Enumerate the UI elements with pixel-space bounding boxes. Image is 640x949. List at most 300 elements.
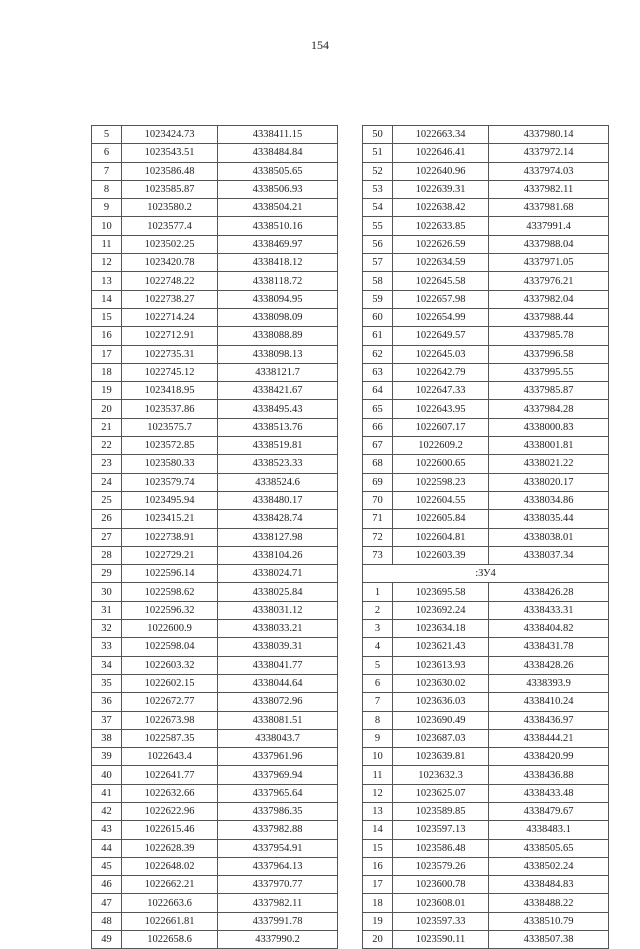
table-row (92, 144, 338, 162)
table-row (363, 254, 609, 272)
point-number-cell: 22 (92, 437, 122, 455)
x-coordinate-cell: 1023537.86 (122, 400, 218, 418)
point-number-cell: 1 (363, 583, 393, 601)
point-number-cell: 7 (92, 162, 122, 180)
point-number-cell: 2 (363, 601, 393, 619)
point-number-cell: 49 (92, 931, 122, 949)
point-number-cell: 26 (92, 510, 122, 528)
x-coordinate-cell: 1023580.2 (122, 199, 218, 217)
x-coordinate-cell: 1022658.6 (122, 931, 218, 949)
x-coordinate-cell: 1022643.95 (393, 400, 489, 418)
y-coordinate-cell: 4338035.44 (489, 510, 609, 528)
y-coordinate-cell: 4338001.81 (489, 437, 609, 455)
table-row (92, 272, 338, 290)
point-number-cell: 47 (92, 894, 122, 912)
y-coordinate-cell: 4337991.4 (489, 217, 609, 235)
point-number-cell: 5 (363, 656, 393, 674)
coordinates-table-left (91, 125, 338, 949)
table-row (363, 345, 609, 363)
table-row (92, 693, 338, 711)
point-number-cell: 58 (363, 272, 393, 290)
point-number-cell: 24 (92, 473, 122, 491)
y-coordinate-cell: 4338433.48 (489, 784, 609, 802)
table-row (92, 491, 338, 509)
table-row (92, 254, 338, 272)
point-number-cell: 37 (92, 711, 122, 729)
y-coordinate-cell: 4338121.7 (218, 363, 338, 381)
table-row (363, 144, 609, 162)
point-number-cell: 73 (363, 546, 393, 564)
x-coordinate-cell: 1023625.07 (393, 784, 489, 802)
y-coordinate-cell: 4338420.99 (489, 748, 609, 766)
point-number-cell: 13 (92, 272, 122, 290)
y-coordinate-cell: 4338436.88 (489, 766, 609, 784)
x-coordinate-cell: 1022657.98 (393, 290, 489, 308)
y-coordinate-cell: 4338519.81 (218, 437, 338, 455)
y-coordinate-cell: 4337982.11 (218, 894, 338, 912)
x-coordinate-cell: 1023577.4 (122, 217, 218, 235)
y-coordinate-cell: 4338094.95 (218, 290, 338, 308)
table-row (363, 711, 609, 729)
table-row (92, 217, 338, 235)
point-number-cell: 72 (363, 528, 393, 546)
y-coordinate-cell: 4338041.77 (218, 656, 338, 674)
x-coordinate-cell: 1023692.24 (393, 601, 489, 619)
y-coordinate-cell: 4338104.26 (218, 546, 338, 564)
y-coordinate-cell: 4337974.03 (489, 162, 609, 180)
page-number: 154 (311, 38, 329, 52)
x-coordinate-cell: 1022634.59 (393, 254, 489, 272)
point-number-cell: 15 (92, 308, 122, 326)
y-coordinate-cell: 4338431.78 (489, 638, 609, 656)
table-row (363, 601, 609, 619)
table-row (92, 729, 338, 747)
y-coordinate-cell: 4337982.88 (218, 821, 338, 839)
x-coordinate-cell: 1023590.11 (393, 931, 489, 949)
point-number-cell: 16 (92, 327, 122, 345)
table-row (92, 876, 338, 894)
table-row (363, 528, 609, 546)
y-coordinate-cell: 4338410.24 (489, 693, 609, 711)
table-row (92, 638, 338, 656)
table-row (92, 363, 338, 381)
table-row (92, 199, 338, 217)
point-number-cell: 12 (92, 254, 122, 272)
x-coordinate-cell: 1022603.32 (122, 656, 218, 674)
table-row (363, 473, 609, 491)
point-number-cell: 67 (363, 437, 393, 455)
point-number-cell: 8 (363, 711, 393, 729)
point-number-cell: 18 (92, 363, 122, 381)
table-row (92, 674, 338, 692)
table-row (92, 839, 338, 857)
x-coordinate-cell: 1023636.03 (393, 693, 489, 711)
y-coordinate-cell: 4337984.28 (489, 400, 609, 418)
point-number-cell: 35 (92, 674, 122, 692)
table-row (92, 126, 338, 144)
y-coordinate-cell: 4338524.6 (218, 473, 338, 491)
point-number-cell: 14 (363, 821, 393, 839)
y-coordinate-cell: 4338480.17 (218, 491, 338, 509)
x-coordinate-cell: 1022604.55 (393, 491, 489, 509)
table-row (92, 784, 338, 802)
x-coordinate-cell: 1022604.81 (393, 528, 489, 546)
table-row (92, 400, 338, 418)
table-row (92, 290, 338, 308)
x-coordinate-cell: 1022600.9 (122, 620, 218, 638)
point-number-cell: 20 (92, 400, 122, 418)
y-coordinate-cell: 4338127.98 (218, 528, 338, 546)
table-row (92, 894, 338, 912)
y-coordinate-cell: 4337976.21 (489, 272, 609, 290)
y-coordinate-cell: 4338488.22 (489, 894, 609, 912)
point-number-cell: 20 (363, 931, 393, 949)
table-row (363, 766, 609, 784)
point-number-cell: 10 (363, 748, 393, 766)
x-coordinate-cell: 1023495.94 (122, 491, 218, 509)
x-coordinate-cell: 1022598.04 (122, 638, 218, 656)
x-coordinate-cell: 1023695.58 (393, 583, 489, 601)
coordinates-table-right (362, 125, 609, 949)
y-coordinate-cell: 4337988.44 (489, 308, 609, 326)
table-row (363, 620, 609, 638)
y-coordinate-cell: 4337991.78 (218, 912, 338, 930)
y-coordinate-cell: 4338118.72 (218, 272, 338, 290)
y-coordinate-cell: 4338000.83 (489, 418, 609, 436)
x-coordinate-cell: 1023424.73 (122, 126, 218, 144)
x-coordinate-cell: 1023586.48 (393, 839, 489, 857)
y-coordinate-cell: 4338098.09 (218, 308, 338, 326)
x-coordinate-cell: 1023580.33 (122, 455, 218, 473)
y-coordinate-cell: 4338038.01 (489, 528, 609, 546)
table-row (92, 766, 338, 784)
table-row (92, 510, 338, 528)
x-coordinate-cell: 1022648.02 (122, 857, 218, 875)
point-number-cell: 30 (92, 583, 122, 601)
y-coordinate-cell: 4338444.21 (489, 729, 609, 747)
x-coordinate-cell: 1023600.78 (393, 876, 489, 894)
y-coordinate-cell: 4338024.71 (218, 565, 338, 583)
x-coordinate-cell: 1022632.66 (122, 784, 218, 802)
section-label: :ЗУ4 (363, 565, 609, 583)
table-row (92, 473, 338, 491)
y-coordinate-cell: 4338433.31 (489, 601, 609, 619)
y-coordinate-cell: 4337985.87 (489, 382, 609, 400)
table-row (363, 674, 609, 692)
x-coordinate-cell: 1022729.21 (122, 546, 218, 564)
x-coordinate-cell: 1023589.85 (393, 802, 489, 820)
y-coordinate-cell: 4338510.16 (218, 217, 338, 235)
table-row (92, 748, 338, 766)
y-coordinate-cell: 4338428.74 (218, 510, 338, 528)
table-row (363, 638, 609, 656)
point-number-cell: 43 (92, 821, 122, 839)
point-number-cell: 62 (363, 345, 393, 363)
point-number-cell: 59 (363, 290, 393, 308)
table-row (363, 180, 609, 198)
point-number-cell: 52 (363, 162, 393, 180)
section-header-row (363, 565, 609, 583)
y-coordinate-cell: 4338506.93 (218, 180, 338, 198)
point-number-cell: 7 (363, 693, 393, 711)
x-coordinate-cell: 1022645.03 (393, 345, 489, 363)
table-row (363, 400, 609, 418)
y-coordinate-cell: 4337982.04 (489, 290, 609, 308)
table-row (363, 510, 609, 528)
table-row (363, 290, 609, 308)
x-coordinate-cell: 1022661.81 (122, 912, 218, 930)
y-coordinate-cell: 4337964.13 (218, 857, 338, 875)
point-number-cell: 38 (92, 729, 122, 747)
point-number-cell: 19 (363, 912, 393, 930)
table-row (363, 839, 609, 857)
x-coordinate-cell: 1023630.02 (393, 674, 489, 692)
table-row (363, 894, 609, 912)
point-number-cell: 51 (363, 144, 393, 162)
point-number-cell: 63 (363, 363, 393, 381)
y-coordinate-cell: 4338411.15 (218, 126, 338, 144)
y-coordinate-cell: 4338469.97 (218, 235, 338, 253)
table-row (92, 620, 338, 638)
table-row (92, 601, 338, 619)
point-number-cell: 42 (92, 802, 122, 820)
y-coordinate-cell: 4337969.94 (218, 766, 338, 784)
table-row (363, 162, 609, 180)
point-number-cell: 45 (92, 857, 122, 875)
x-coordinate-cell: 1022712.91 (122, 327, 218, 345)
y-coordinate-cell: 4337954.91 (218, 839, 338, 857)
y-coordinate-cell: 4338039.31 (218, 638, 338, 656)
y-coordinate-cell: 4337981.68 (489, 199, 609, 217)
table-row (363, 363, 609, 381)
y-coordinate-cell: 4337985.78 (489, 327, 609, 345)
x-coordinate-cell: 1023579.26 (393, 857, 489, 875)
table-row (363, 491, 609, 509)
x-coordinate-cell: 1023687.03 (393, 729, 489, 747)
x-coordinate-cell: 1023613.93 (393, 656, 489, 674)
point-number-cell: 55 (363, 217, 393, 235)
table-row (92, 345, 338, 363)
x-coordinate-cell: 1022600.65 (393, 455, 489, 473)
x-coordinate-cell: 1022663.6 (122, 894, 218, 912)
y-coordinate-cell: 4337982.11 (489, 180, 609, 198)
point-number-cell: 28 (92, 546, 122, 564)
y-coordinate-cell: 4337980.14 (489, 126, 609, 144)
x-coordinate-cell: 1022640.96 (393, 162, 489, 180)
x-coordinate-cell: 1022598.23 (393, 473, 489, 491)
x-coordinate-cell: 1022748.22 (122, 272, 218, 290)
y-coordinate-cell: 4338495.43 (218, 400, 338, 418)
x-coordinate-cell: 1022596.14 (122, 565, 218, 583)
x-coordinate-cell: 1022745.12 (122, 363, 218, 381)
x-coordinate-cell: 1022662.21 (122, 876, 218, 894)
y-coordinate-cell: 4337970.77 (218, 876, 338, 894)
x-coordinate-cell: 1022605.84 (393, 510, 489, 528)
x-coordinate-cell: 1023639.81 (393, 748, 489, 766)
table-row (363, 308, 609, 326)
point-number-cell: 5 (92, 126, 122, 144)
table-row (92, 546, 338, 564)
table-row (363, 802, 609, 820)
table-row (363, 235, 609, 253)
table-row (92, 437, 338, 455)
x-coordinate-cell: 1022654.99 (393, 308, 489, 326)
point-number-cell: 15 (363, 839, 393, 857)
x-coordinate-cell: 1023420.78 (122, 254, 218, 272)
y-coordinate-cell: 4338436.97 (489, 711, 609, 729)
y-coordinate-cell: 4337990.2 (218, 931, 338, 949)
y-coordinate-cell: 4338088.89 (218, 327, 338, 345)
y-coordinate-cell: 4338483.1 (489, 821, 609, 839)
point-number-cell: 9 (363, 729, 393, 747)
x-coordinate-cell: 1022642.79 (393, 363, 489, 381)
y-coordinate-cell: 4337961.96 (218, 748, 338, 766)
point-number-cell: 61 (363, 327, 393, 345)
x-coordinate-cell: 1023579.74 (122, 473, 218, 491)
x-coordinate-cell: 1023586.48 (122, 162, 218, 180)
x-coordinate-cell: 1023634.18 (393, 620, 489, 638)
point-number-cell: 16 (363, 857, 393, 875)
point-number-cell: 8 (92, 180, 122, 198)
point-number-cell: 69 (363, 473, 393, 491)
table-row (92, 656, 338, 674)
point-number-cell: 41 (92, 784, 122, 802)
x-coordinate-cell: 1023690.49 (393, 711, 489, 729)
table-row (92, 565, 338, 583)
point-number-cell: 33 (92, 638, 122, 656)
point-number-cell: 6 (92, 144, 122, 162)
table-row (363, 546, 609, 564)
table-row (363, 455, 609, 473)
point-number-cell: 39 (92, 748, 122, 766)
table-row (92, 327, 338, 345)
y-coordinate-cell: 4338037.34 (489, 546, 609, 564)
point-number-cell: 14 (92, 290, 122, 308)
y-coordinate-cell: 4337988.04 (489, 235, 609, 253)
y-coordinate-cell: 4338504.21 (218, 199, 338, 217)
point-number-cell: 70 (363, 491, 393, 509)
x-coordinate-cell: 1023585.87 (122, 180, 218, 198)
point-number-cell: 40 (92, 766, 122, 784)
table-row (363, 418, 609, 436)
x-coordinate-cell: 1022587.35 (122, 729, 218, 747)
y-coordinate-cell: 4338025.84 (218, 583, 338, 601)
y-coordinate-cell: 4338081.51 (218, 711, 338, 729)
y-coordinate-cell: 4338033.21 (218, 620, 338, 638)
point-number-cell: 6 (363, 674, 393, 692)
x-coordinate-cell: 1022607.17 (393, 418, 489, 436)
table-row (363, 784, 609, 802)
table-row (363, 382, 609, 400)
y-coordinate-cell: 4338043.7 (218, 729, 338, 747)
point-number-cell: 46 (92, 876, 122, 894)
y-coordinate-cell: 4338426.28 (489, 583, 609, 601)
y-coordinate-cell: 4337965.64 (218, 784, 338, 802)
point-number-cell: 48 (92, 912, 122, 930)
point-number-cell: 29 (92, 565, 122, 583)
point-number-cell: 11 (92, 235, 122, 253)
table-row (363, 199, 609, 217)
x-coordinate-cell: 1022738.27 (122, 290, 218, 308)
x-coordinate-cell: 1022596.32 (122, 601, 218, 619)
table-row (92, 308, 338, 326)
x-coordinate-cell: 1022663.34 (393, 126, 489, 144)
y-coordinate-cell: 4338523.33 (218, 455, 338, 473)
table-row (363, 729, 609, 747)
table-row (92, 821, 338, 839)
x-coordinate-cell: 1022633.85 (393, 217, 489, 235)
point-number-cell: 25 (92, 491, 122, 509)
x-coordinate-cell: 1022609.2 (393, 437, 489, 455)
y-coordinate-cell: 4338502.24 (489, 857, 609, 875)
x-coordinate-cell: 1022643.4 (122, 748, 218, 766)
x-coordinate-cell: 1022638.42 (393, 199, 489, 217)
table-row (92, 711, 338, 729)
y-coordinate-cell: 4338421.67 (218, 382, 338, 400)
y-coordinate-cell: 4338479.67 (489, 802, 609, 820)
point-number-cell: 12 (363, 784, 393, 802)
y-coordinate-cell: 4338098.13 (218, 345, 338, 363)
y-coordinate-cell: 4338404.82 (489, 620, 609, 638)
table-row (363, 931, 609, 949)
x-coordinate-cell: 1022602.15 (122, 674, 218, 692)
y-coordinate-cell: 4337971.05 (489, 254, 609, 272)
x-coordinate-cell: 1023415.21 (122, 510, 218, 528)
point-number-cell: 17 (92, 345, 122, 363)
x-coordinate-cell: 1023572.85 (122, 437, 218, 455)
point-number-cell: 9 (92, 199, 122, 217)
point-number-cell: 54 (363, 199, 393, 217)
x-coordinate-cell: 1022615.46 (122, 821, 218, 839)
table-row (92, 931, 338, 949)
table-row (363, 912, 609, 930)
point-number-cell: 66 (363, 418, 393, 436)
x-coordinate-cell: 1023575.7 (122, 418, 218, 436)
table-row (363, 437, 609, 455)
y-coordinate-cell: 4338505.65 (489, 839, 609, 857)
table-row (92, 180, 338, 198)
x-coordinate-cell: 1023597.33 (393, 912, 489, 930)
table-row (363, 656, 609, 674)
table-row (92, 802, 338, 820)
y-coordinate-cell: 4337995.55 (489, 363, 609, 381)
table-row (363, 821, 609, 839)
x-coordinate-cell: 1022628.39 (122, 839, 218, 857)
point-number-cell: 4 (363, 638, 393, 656)
point-number-cell: 18 (363, 894, 393, 912)
table-row (92, 583, 338, 601)
point-number-cell: 32 (92, 620, 122, 638)
point-number-cell: 27 (92, 528, 122, 546)
y-coordinate-cell: 4337996.58 (489, 345, 609, 363)
point-number-cell: 13 (363, 802, 393, 820)
x-coordinate-cell: 1023632.3 (393, 766, 489, 784)
point-number-cell: 11 (363, 766, 393, 784)
point-number-cell: 65 (363, 400, 393, 418)
x-coordinate-cell: 1023608.01 (393, 894, 489, 912)
x-coordinate-cell: 1023621.43 (393, 638, 489, 656)
x-coordinate-cell: 1022672.77 (122, 693, 218, 711)
point-number-cell: 10 (92, 217, 122, 235)
table-row (92, 418, 338, 436)
y-coordinate-cell: 4338428.26 (489, 656, 609, 674)
table-row (92, 235, 338, 253)
x-coordinate-cell: 1022673.98 (122, 711, 218, 729)
x-coordinate-cell: 1022649.57 (393, 327, 489, 345)
x-coordinate-cell: 1022735.31 (122, 345, 218, 363)
y-coordinate-cell: 4338031.12 (218, 601, 338, 619)
point-number-cell: 57 (363, 254, 393, 272)
